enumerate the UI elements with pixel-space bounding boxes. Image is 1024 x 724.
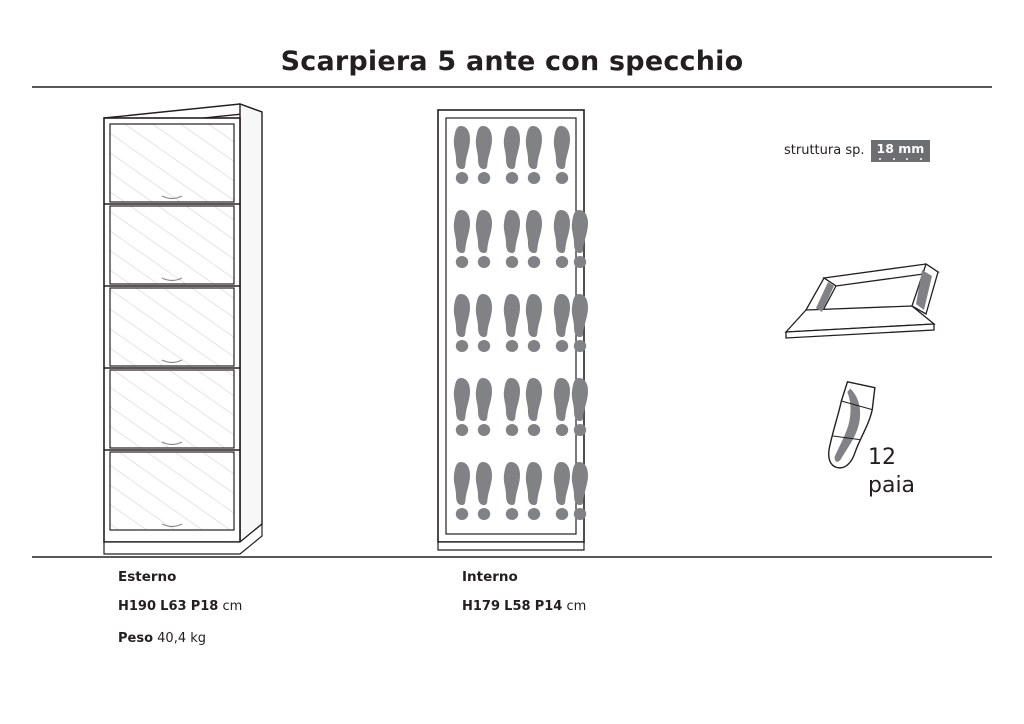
- divider-top: [32, 86, 992, 88]
- caption-interno-dims: [462, 598, 692, 617]
- caption-esterno-weight: [118, 630, 348, 649]
- page-title: Scarpiera 5 ante con specchio: [280, 46, 744, 77]
- pairs-count: 12: [868, 445, 896, 470]
- structure-thickness: [784, 140, 930, 162]
- thickness-label: struttura sp.: [784, 143, 865, 159]
- tilting-shelf-icon: [776, 258, 956, 362]
- esterno-height: H190: [118, 598, 157, 614]
- pairs-unit: paia: [868, 472, 916, 498]
- interno-depth: P14: [534, 598, 563, 614]
- interno-height: H179: [462, 598, 501, 614]
- thickness-value: 18 mm: [876, 141, 925, 156]
- esterno-depth: P18: [190, 598, 219, 614]
- esterno-width: L63: [160, 598, 187, 614]
- cabinet-with-mirror-doors-icon: [84, 96, 284, 560]
- caption-interno-title: Interno: [462, 569, 518, 585]
- caption-esterno-title: Esterno: [118, 569, 177, 585]
- chip-screws-icon: [871, 158, 931, 160]
- interno-width: L58: [504, 598, 531, 614]
- caption-interno: [462, 568, 692, 616]
- caption-esterno-dims: [118, 598, 348, 617]
- weight-value: 40,4 kg: [157, 631, 207, 647]
- caption-esterno: [118, 568, 348, 649]
- thickness-value-chip: [871, 140, 931, 162]
- interno-unit: cm: [566, 598, 587, 614]
- weight-label: Peso: [118, 631, 154, 647]
- interior-shoe-capacity-icon: [424, 96, 614, 560]
- pairs-capacity: [868, 444, 915, 499]
- esterno-unit: cm: [222, 598, 243, 614]
